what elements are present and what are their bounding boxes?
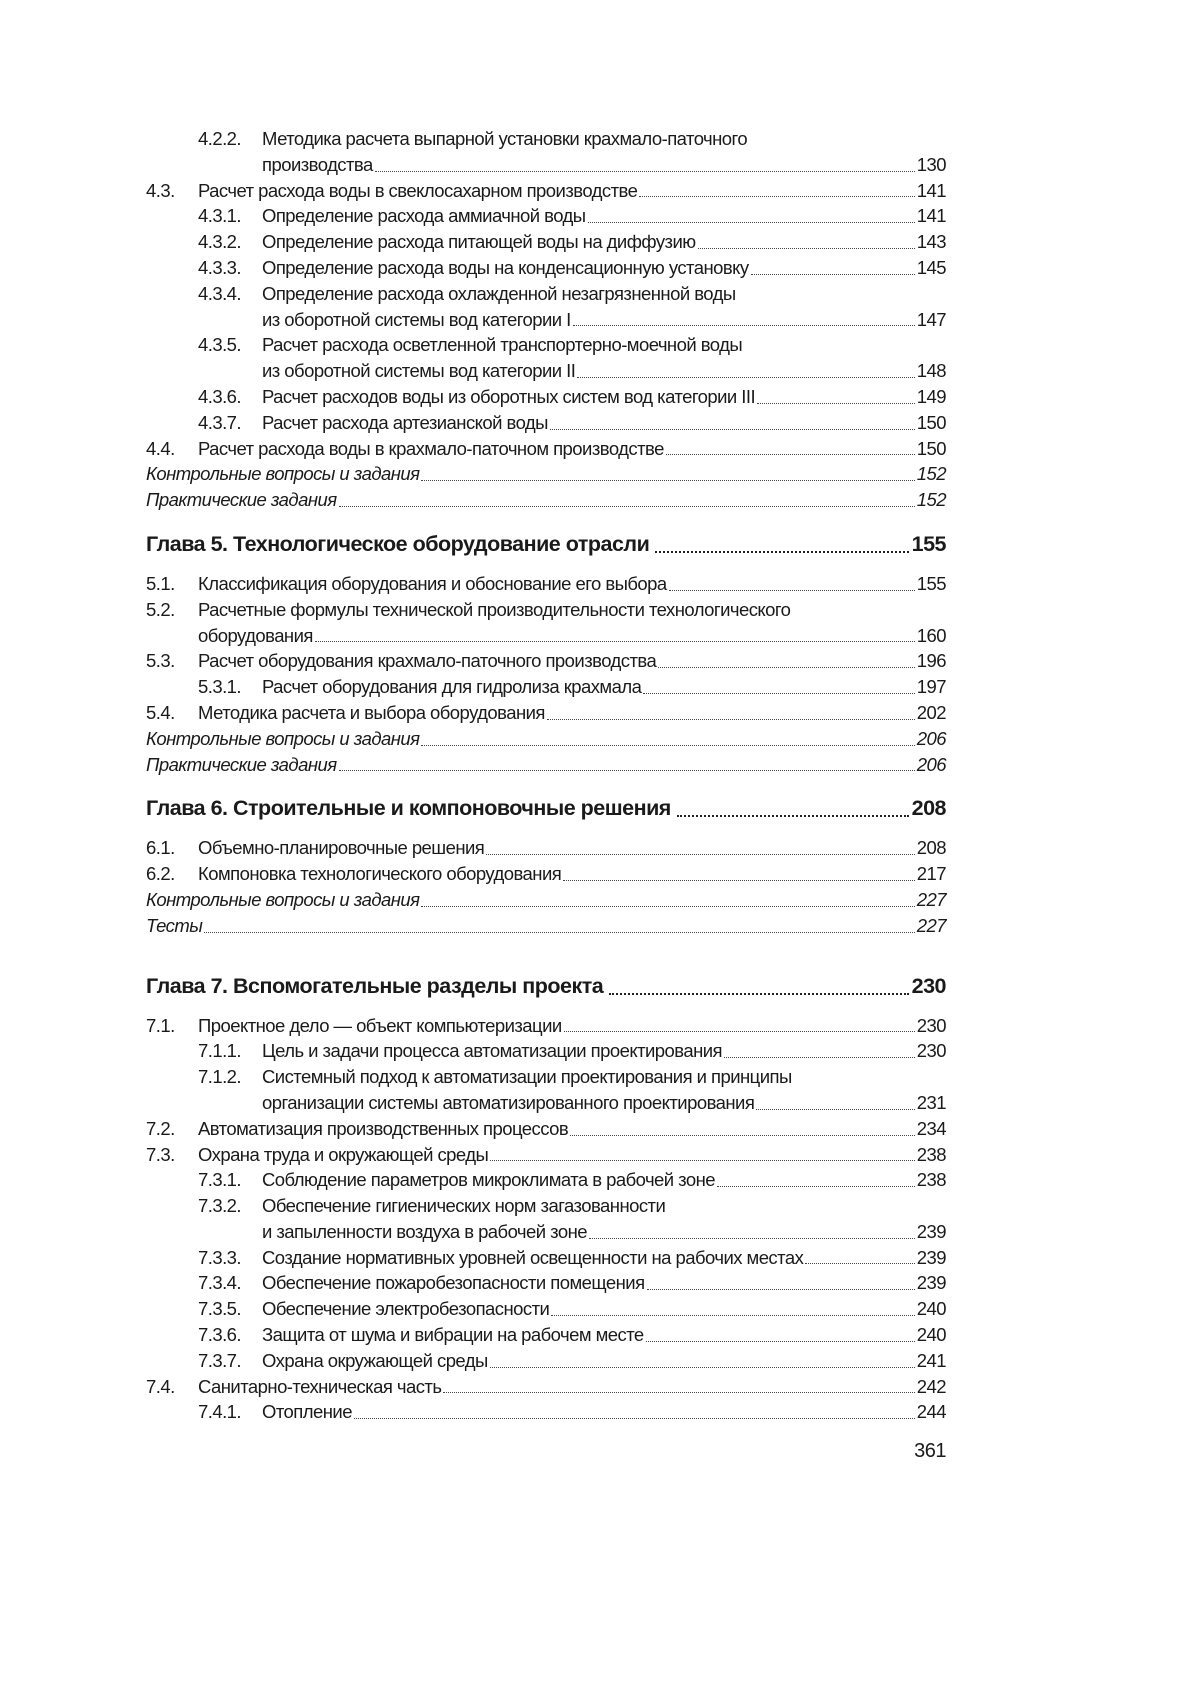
entry-line	[198, 178, 946, 204]
entry-line	[262, 1322, 946, 1348]
section-number: 4.3.2.	[198, 231, 241, 253]
dot-leader	[751, 273, 915, 275]
section-title: Расчет расхода воды в крахмало-паточном производстве	[198, 437, 664, 459]
toc-group-chapter6	[146, 835, 946, 938]
dot-leader	[588, 221, 915, 223]
toc-entry[interactable]	[146, 726, 946, 752]
section-title: Защита от шума и вибрации на рабочем месте	[262, 1324, 644, 1346]
section-number: 7.4.1.	[198, 1401, 241, 1423]
section-title: Методика расчета выпарной установки крахмало-паточного	[262, 128, 748, 149]
toc-entry[interactable]	[146, 1142, 946, 1168]
page-ref: 196	[916, 650, 946, 672]
page-ref: 130	[916, 153, 946, 175]
dot-leader	[421, 744, 914, 746]
entry-line	[262, 1245, 946, 1271]
toc-entry[interactable]	[146, 1245, 946, 1271]
dot-leader	[639, 195, 914, 197]
chapter-page: 208	[911, 796, 946, 821]
toc-entry[interactable]	[146, 307, 946, 333]
section-title: Обеспечение гигиенических норм загазованности	[262, 1195, 666, 1217]
section-title: Охрана труда и окружающей среды	[198, 1143, 489, 1165]
toc-entry[interactable]	[146, 410, 946, 436]
dot-leader	[757, 402, 915, 404]
toc-entry[interactable]	[146, 1116, 946, 1142]
section-number: 4.4.	[146, 437, 175, 459]
dot-leader	[647, 1288, 915, 1290]
section-title: Практические задания	[146, 489, 337, 511]
dot-leader	[204, 931, 914, 933]
dot-leader	[643, 692, 914, 694]
toc-entry[interactable]	[146, 126, 946, 152]
page-ref: 202	[916, 701, 946, 723]
dot-leader	[375, 170, 915, 172]
toc-group-chapter4-continued	[146, 126, 946, 513]
toc-entry[interactable]	[146, 1167, 946, 1193]
dot-leader	[339, 505, 915, 507]
entry-line	[146, 752, 946, 778]
section-title: Определение расхода охлажденной незагрязненной воды	[262, 282, 736, 304]
section-title: Автоматизация производственных процессов	[198, 1117, 569, 1139]
toc-entry[interactable]	[146, 384, 946, 410]
page-ref: 152	[916, 489, 946, 511]
dot-leader	[573, 324, 915, 326]
section-number: 7.1.2.	[198, 1066, 241, 1088]
section-number: 4.3.7.	[198, 411, 241, 433]
dot-leader	[717, 1185, 915, 1187]
page-ref: 145	[916, 256, 946, 278]
entry-line	[262, 384, 946, 410]
page-ref: 239	[916, 1246, 946, 1268]
section-number: 5.3.	[146, 650, 175, 672]
page-ref: 230	[916, 1014, 946, 1036]
entry-line	[262, 126, 946, 152]
toc-group-chapter5	[146, 571, 946, 777]
toc-entry[interactable]	[146, 203, 946, 229]
toc-entry[interactable]	[146, 461, 946, 487]
chapter-title: Глава 7. Вспомогательные разделы проекта	[146, 973, 604, 998]
section-title: из оборотной системы вод категории II	[262, 360, 576, 382]
dot-leader	[646, 1340, 915, 1342]
page-ref: 227	[916, 914, 946, 936]
section-title: Расчетные формулы технической производительности технологического	[198, 598, 791, 620]
section-title: Проектное дело — объект компьютеризации	[198, 1014, 562, 1036]
section-number: 7.3.7.	[198, 1349, 241, 1371]
toc-entry[interactable]	[146, 358, 946, 384]
entry-line	[262, 410, 946, 436]
entry-line	[146, 913, 946, 939]
dot-leader	[563, 879, 915, 881]
page-ref: 208	[916, 837, 946, 859]
dot-leader	[805, 1262, 914, 1264]
toc-entry[interactable]	[146, 835, 946, 861]
section-title: Охрана окружающей среды	[262, 1349, 488, 1371]
entry-line	[198, 436, 946, 462]
toc-entry[interactable]	[146, 255, 946, 281]
toc-entry[interactable]	[146, 1038, 946, 1064]
entry-line	[198, 623, 946, 649]
section-number: 4.3.5.	[198, 334, 241, 356]
toc-entry[interactable]	[146, 1348, 946, 1374]
toc-entry[interactable]	[146, 1064, 946, 1090]
section-title: оборудования	[198, 624, 313, 646]
entry-line	[262, 1399, 946, 1425]
dot-leader	[564, 1030, 915, 1032]
section-number: 4.3.4.	[198, 282, 241, 304]
page-ref: 238	[916, 1169, 946, 1191]
section-title: Создание нормативных уровней освещенности на рабочих местах	[262, 1246, 804, 1268]
section-title: Объемно-планировочные решения	[198, 837, 485, 859]
entry-line	[262, 1219, 946, 1245]
section-title: Определение расхода аммиачной воды	[262, 205, 586, 227]
page-ref: 160	[916, 624, 946, 646]
dot-leader	[756, 1108, 914, 1110]
dot-leader	[577, 376, 914, 378]
section-number: 4.3.6.	[198, 385, 241, 407]
dot-leader	[698, 247, 915, 249]
entry-line	[262, 1038, 946, 1064]
toc-entry[interactable]	[146, 648, 946, 674]
toc-entry[interactable]	[146, 571, 946, 597]
dot-leader	[666, 453, 915, 455]
entry-line	[198, 648, 946, 674]
entry-line	[262, 307, 946, 333]
toc-entry[interactable]	[146, 436, 946, 462]
toc-entry[interactable]	[146, 1399, 946, 1425]
section-number: 6.2.	[146, 863, 175, 885]
entry-line	[198, 861, 946, 887]
section-number: 5.3.1.	[198, 676, 241, 698]
section-title: организации системы автоматизированного проектирования	[262, 1091, 755, 1113]
toc-entry[interactable]	[146, 1322, 946, 1348]
section-number: 4.3.1.	[198, 205, 241, 227]
page-ref: 149	[916, 385, 946, 407]
chapter-heading-7[interactable]	[146, 967, 946, 1005]
section-title: Расчет оборудования для гидролиза крахмала	[262, 676, 642, 698]
entry-line	[262, 1064, 946, 1090]
page-ref: 242	[916, 1375, 946, 1397]
entry-line	[262, 1090, 946, 1116]
section-number: 5.2.	[146, 598, 175, 620]
section-title: из оборотной системы вод категории I	[262, 308, 571, 330]
page-ref: 150	[916, 437, 946, 459]
section-number: 7.3.1.	[198, 1169, 241, 1191]
toc-entry[interactable]	[146, 332, 946, 358]
section-number: 7.2.	[146, 1117, 175, 1139]
entry-line	[262, 229, 946, 255]
toc-entry[interactable]	[146, 152, 946, 178]
dot-leader	[490, 1366, 915, 1368]
section-title: Системный подход к автоматизации проектирования и принципы	[262, 1066, 792, 1088]
page-ref: 197	[916, 676, 946, 698]
toc-entry[interactable]	[146, 752, 946, 778]
section-title: и запыленности воздуха в рабочей зоне	[262, 1220, 587, 1242]
section-title: Расчет расходов воды из оборотных систем вод категории III	[262, 385, 756, 407]
section-title: Определение расхода питающей воды на диффузию	[262, 231, 696, 253]
entry-line	[262, 1270, 946, 1296]
page-ref: 227	[916, 888, 946, 910]
section-title: Расчет расхода воды в свеклосахарном производстве	[198, 179, 638, 201]
page-ref: 141	[916, 205, 946, 227]
toc-entry[interactable]	[146, 674, 946, 700]
entry-line	[262, 255, 946, 281]
entry-line	[146, 461, 946, 487]
entry-line	[262, 332, 946, 358]
page-ref: 155	[916, 572, 946, 594]
dot-leader	[677, 814, 909, 817]
entry-line	[262, 281, 946, 307]
page-ref: 240	[916, 1298, 946, 1320]
page-ref: 244	[916, 1401, 946, 1423]
entry-line	[198, 571, 946, 597]
section-title: Отопление	[262, 1401, 352, 1423]
toc-entry[interactable]	[146, 1219, 946, 1245]
section-number: 7.3.	[146, 1143, 175, 1165]
section-number: 4.2.2.	[198, 128, 241, 149]
page-ref: 148	[916, 360, 946, 382]
toc-entry[interactable]	[146, 1013, 946, 1039]
toc-entry[interactable]	[146, 281, 946, 307]
page-ref: 150	[916, 411, 946, 433]
chapter-title: Глава 5. Технологическое оборудование отрасли	[146, 531, 650, 556]
toc-entry[interactable]	[146, 1296, 946, 1322]
toc-entry[interactable]	[146, 1090, 946, 1116]
dot-leader	[421, 479, 914, 481]
section-number: 4.3.3.	[198, 256, 241, 278]
section-number: 7.3.5.	[198, 1298, 241, 1320]
page-ref: 206	[916, 727, 946, 749]
dot-leader	[609, 992, 908, 995]
page-ref: 217	[916, 863, 946, 885]
dot-leader	[443, 1391, 914, 1393]
entry-line	[262, 674, 946, 700]
section-number: 7.1.1.	[198, 1040, 241, 1062]
dot-leader	[655, 550, 908, 553]
dot-leader	[551, 1314, 914, 1316]
dot-leader	[658, 666, 915, 668]
toc-entry[interactable]	[146, 487, 946, 513]
section-number: 6.1.	[146, 837, 175, 859]
section-title: Цель и задачи процесса автоматизации проектирования	[262, 1040, 723, 1062]
entry-line	[198, 700, 946, 726]
section-number: 7.1.	[146, 1014, 175, 1036]
entry-line	[146, 726, 946, 752]
entry-line	[198, 1374, 946, 1400]
section-number: 4.3.	[146, 179, 175, 201]
table-of-contents	[146, 126, 946, 1425]
dot-leader	[490, 1159, 915, 1161]
section-title: производства	[262, 153, 373, 175]
entry-line	[262, 358, 946, 384]
chapter-title: Глава 6. Строительные и компоновочные решения	[146, 796, 671, 821]
section-title: Санитарно-техническая часть	[198, 1375, 442, 1397]
page-ref: 238	[916, 1143, 946, 1165]
page-number: 361	[914, 1440, 946, 1462]
toc-entry[interactable]	[146, 1193, 946, 1219]
section-title: Контрольные вопросы и задания	[146, 727, 420, 749]
chapter-heading-5[interactable]	[146, 525, 946, 563]
dot-leader	[421, 905, 914, 907]
entry-line	[262, 1193, 946, 1219]
section-title: Контрольные вопросы и задания	[146, 888, 420, 910]
page-ref: 231	[916, 1091, 946, 1113]
dot-leader	[354, 1417, 915, 1419]
page-ref: 147	[916, 308, 946, 330]
section-title: Определение расхода воды на конденсационную установку	[262, 256, 749, 278]
toc-entry[interactable]	[146, 1374, 946, 1400]
entry-line	[146, 887, 946, 913]
section-number: 7.3.6.	[198, 1324, 241, 1346]
section-number: 5.4.	[146, 701, 175, 723]
section-title: Расчет расхода осветленной транспортерно-моечной воды	[262, 334, 743, 356]
dot-leader	[724, 1056, 915, 1058]
section-title: Соблюдение параметров микроклимата в рабочей зоне	[262, 1169, 716, 1191]
section-title: Контрольные вопросы и задания	[146, 463, 420, 485]
toc-group-chapter7	[146, 1013, 946, 1426]
entry-line	[198, 1142, 946, 1168]
page-ref: 141	[916, 179, 946, 201]
dot-leader	[570, 1134, 915, 1136]
section-title: Тесты	[146, 914, 203, 936]
page-ref: 152	[916, 463, 946, 485]
dot-leader	[669, 589, 915, 591]
section-number: 5.1.	[146, 572, 175, 594]
dot-leader	[589, 1237, 915, 1239]
section-title: Расчет расхода артезианской воды	[262, 411, 548, 433]
entry-line	[262, 1348, 946, 1374]
entry-line	[262, 1167, 946, 1193]
toc-entry[interactable]	[146, 887, 946, 913]
dot-leader	[339, 769, 915, 771]
section-title: Обеспечение пожаробезопасности помещения	[262, 1272, 645, 1294]
chapter-page: 155	[911, 531, 946, 556]
section-title: Классификация оборудования и обоснование его выбора	[198, 572, 667, 594]
entry-line	[198, 1116, 946, 1142]
page-ref: 206	[916, 753, 946, 775]
dot-leader	[547, 718, 915, 720]
section-title: Практические задания	[146, 753, 337, 775]
page-ref: 230	[916, 1040, 946, 1062]
page-ref: 239	[916, 1272, 946, 1294]
dot-leader	[550, 428, 915, 430]
toc-entry[interactable]	[146, 861, 946, 887]
section-number: 7.3.3.	[198, 1246, 241, 1268]
section-title: Расчет оборудования крахмало-паточного производства	[198, 650, 657, 672]
entry-line	[262, 203, 946, 229]
page-ref: 240	[916, 1324, 946, 1346]
page-ref: 234	[916, 1117, 946, 1139]
entry-line	[146, 487, 946, 513]
chapter-heading-6[interactable]	[146, 789, 946, 827]
section-title: Компоновка технологического оборудования	[198, 863, 562, 885]
toc-entry[interactable]	[146, 700, 946, 726]
toc-entry[interactable]	[146, 1270, 946, 1296]
entry-line	[198, 1013, 946, 1039]
entry-line	[198, 835, 946, 861]
entry-line	[262, 1296, 946, 1322]
dot-leader	[315, 640, 915, 642]
entry-line	[198, 597, 946, 623]
section-number: 7.4.	[146, 1375, 175, 1397]
page-ref: 241	[916, 1349, 946, 1371]
chapter-page: 230	[911, 973, 946, 998]
page-ref: 239	[916, 1220, 946, 1242]
entry-line	[262, 152, 946, 178]
section-title: Обеспечение электробезопасности	[262, 1298, 550, 1320]
page-ref: 143	[916, 231, 946, 253]
dot-leader	[486, 853, 915, 855]
section-number: 7.3.4.	[198, 1272, 241, 1294]
toc-entry[interactable]	[146, 597, 946, 623]
toc-entry[interactable]	[146, 178, 946, 204]
section-number: 7.3.2.	[198, 1195, 241, 1217]
toc-entry[interactable]	[146, 229, 946, 255]
section-title: Методика расчета и выбора оборудования	[198, 701, 545, 723]
toc-entry[interactable]	[146, 913, 946, 939]
toc-entry[interactable]	[146, 623, 946, 649]
